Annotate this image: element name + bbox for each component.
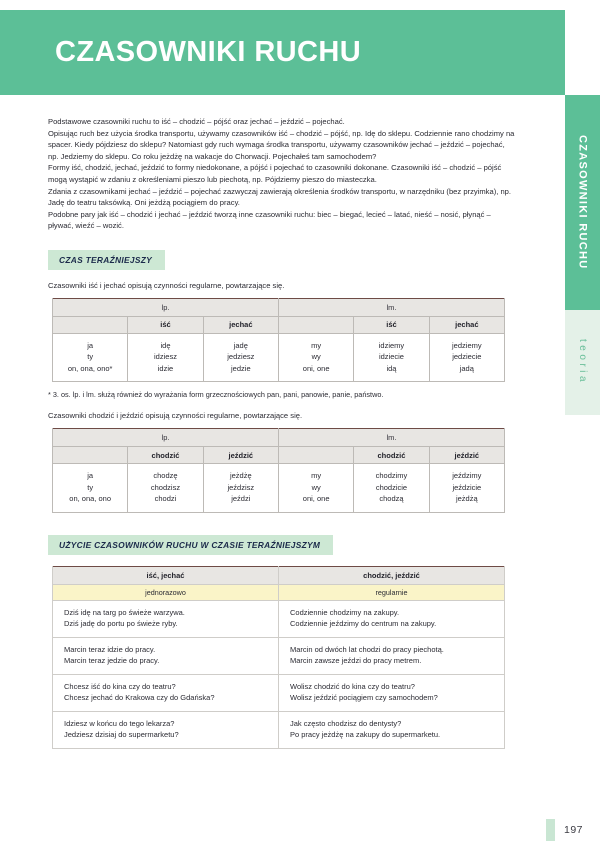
verb-form: jedziemy bbox=[452, 340, 482, 350]
example-sentence: Jak często chodzisz do dentysty? bbox=[290, 718, 402, 728]
usage-example-left bbox=[53, 600, 279, 637]
column-header-pronoun-sg bbox=[53, 316, 128, 333]
verb-form: jedzie bbox=[231, 363, 251, 373]
pronoun-pl-3: oni, one bbox=[302, 363, 330, 373]
verb-form: jadą bbox=[459, 363, 474, 373]
pronoun-sg-2: ty bbox=[87, 482, 94, 492]
intro-line: Podobne pary jak iść – chodzić i jechać – jeździć tworzą inne czasowniki ruchu: biec – biegać, lecieć – latać, nieść – nosić, płynąć – pływać, wieźć – wozić. bbox=[48, 209, 491, 231]
column-header-pronoun-pl bbox=[278, 447, 353, 464]
verb-form: chodzimy bbox=[375, 471, 408, 481]
table-row-column-header bbox=[53, 316, 505, 333]
table-row bbox=[53, 711, 505, 748]
section-present-tense bbox=[48, 250, 515, 513]
sidebar-tab-section-label: teoria bbox=[577, 339, 588, 386]
conjugation-table-chodzic-jezdzic bbox=[52, 428, 505, 513]
cell-verb1-pl-forms bbox=[354, 333, 429, 382]
table-row-forms bbox=[53, 464, 505, 513]
table-row-forms bbox=[53, 333, 505, 382]
intro-line: Formy iść, chodzić, jechać, jeździć to formy niedokonane, a pójść i pojechać to czasowniki dokonane. Czasowniki iść – chodzić – pójść mogą wystąpić w zdaniu z określeniami pieszo lub piechotą, np. Pójdziemy pieszo do miasteczka. bbox=[48, 163, 502, 184]
example-sentence: Codziennie chodzimy na zakupy. bbox=[290, 607, 400, 617]
verb-form: jeżdżę bbox=[229, 471, 252, 481]
verb-form: chodzisz bbox=[150, 482, 181, 492]
lead-text-isc: Czasowniki iść i jechać opisują czynności regularne, powtarzające się. bbox=[48, 280, 285, 290]
verb-form: jeździmy bbox=[452, 471, 482, 481]
table-row bbox=[53, 674, 505, 711]
cell-verb1-sg-forms bbox=[128, 464, 203, 513]
section-heading-present: CZAS TERAŹNIEJSZY bbox=[48, 250, 165, 270]
pronoun-pl-1: my bbox=[311, 340, 322, 350]
verb-form: idzie bbox=[157, 363, 174, 373]
footnote-honorific: * 3. os. lp. i lm. służą również do wyrażania form grzecznościowych pan, pani, panowie, panie, państwo. bbox=[48, 390, 384, 400]
verb-form: jeździsz bbox=[227, 482, 255, 492]
example-sentence: Chcesz iść do kina czy do teatru? bbox=[64, 681, 176, 691]
example-sentence: Wolisz chodzić do kina czy do teatru? bbox=[290, 681, 415, 691]
column-header-verb2-pl: jechać bbox=[429, 316, 504, 333]
usage-header-right: chodzić, jeździć bbox=[279, 566, 505, 584]
example-sentence: Idziesz w końcu do tego lekarza? bbox=[64, 718, 175, 728]
usage-tag-right: regularnie bbox=[279, 584, 505, 600]
column-header-pronoun-pl bbox=[278, 316, 353, 333]
page-header-banner bbox=[0, 10, 565, 95]
sidebar-tab-chapter-label: CZASOWNIKI RUCHU bbox=[576, 135, 589, 270]
cell-verb2-sg-forms bbox=[203, 464, 278, 513]
verb-form: jedziecie bbox=[452, 352, 482, 362]
page-title: CZASOWNIKI RUCHU bbox=[55, 36, 362, 68]
group-header-plural: lm. bbox=[278, 298, 504, 316]
column-header-verb1-pl: chodzić bbox=[354, 447, 429, 464]
table-row-column-header bbox=[53, 566, 505, 584]
example-sentence: Wolisz jeździć pociągiem czy samochodem? bbox=[290, 693, 438, 703]
verb-form: idziesz bbox=[154, 352, 177, 362]
cell-pronouns-sg bbox=[53, 333, 128, 382]
verb-form: idziemy bbox=[378, 340, 405, 350]
group-header-singular: lp. bbox=[53, 429, 279, 447]
group-header-singular: lp. bbox=[53, 298, 279, 316]
verb-form: jeździcie bbox=[452, 482, 482, 492]
verb-form: chodzi bbox=[154, 494, 177, 504]
example-sentence: Jedziesz dzisiaj do supermarketu? bbox=[64, 730, 179, 740]
table-row-group-header bbox=[53, 429, 505, 447]
group-header-plural: lm. bbox=[278, 429, 504, 447]
column-header-pronoun-sg bbox=[53, 447, 128, 464]
example-sentence: Marcin teraz jedzie do pracy. bbox=[64, 656, 160, 666]
cell-verb2-pl-forms bbox=[429, 333, 504, 382]
usage-example-right bbox=[279, 711, 505, 748]
intro-line: Opisując ruch bez użycia środka transportu, używamy czasowników iść – chodzić – pójść, np. Idę do sklepu. Codziennie rano chodzimy na spacer. Kiedy pójdziesz do sklepu? Natomiast gdy ruch wymaga środka transportu, używamy czasowników jechać – jeździć – pojechać, np. Jedziemy do sklepu. Co roku jeżdżę na wakacje do Chorwacji. Pojechałeś tam samochodem? bbox=[48, 128, 515, 161]
usage-example-left bbox=[53, 674, 279, 711]
verb-form: jadę bbox=[233, 340, 248, 350]
pronoun-sg-3: on, ona, ono bbox=[69, 494, 112, 504]
example-sentence: Marcin zawsze jeździ do pracy metrem. bbox=[290, 656, 422, 666]
cell-pronouns-pl bbox=[278, 464, 353, 513]
section-usage bbox=[48, 535, 515, 749]
cell-verb2-sg-forms bbox=[203, 333, 278, 382]
pronoun-pl-2: wy bbox=[311, 352, 321, 362]
example-sentence: Marcin od dwóch lat chodzi do pracy piechotą. bbox=[290, 644, 444, 654]
verb-form: chodzą bbox=[379, 494, 404, 504]
page-number-accent-bar bbox=[546, 819, 555, 841]
usage-tag-left: jednorazowo bbox=[53, 584, 279, 600]
cell-verb2-pl-forms bbox=[429, 464, 504, 513]
table-row bbox=[53, 637, 505, 674]
example-sentence: Dziś idę na targ po świeże warzywa. bbox=[64, 607, 185, 617]
column-header-verb1-pl: iść bbox=[354, 316, 429, 333]
usage-example-right bbox=[279, 600, 505, 637]
pronoun-pl-2: wy bbox=[311, 482, 321, 492]
column-header-verb2-pl: jeździć bbox=[429, 447, 504, 464]
table-row bbox=[53, 600, 505, 637]
sidebar-tab-chapter[interactable] bbox=[565, 95, 600, 310]
usage-example-right bbox=[279, 637, 505, 674]
usage-example-right bbox=[279, 674, 505, 711]
example-sentence: Dziś jadę do portu po świeże ryby. bbox=[64, 619, 178, 629]
section-heading-usage: UŻYCIE CZASOWNIKÓW RUCHU W CZASIE TERAŹNIEJSZYM bbox=[48, 535, 333, 555]
column-header-verb1-sg: chodzić bbox=[128, 447, 203, 464]
lead-text-chodzic: Czasowniki chodzić i jeździć opisują czynności regularne, powtarzające się. bbox=[48, 411, 303, 421]
pronoun-sg-1: ja bbox=[87, 471, 94, 481]
pronoun-sg-3: on, ona, ono* bbox=[67, 363, 113, 373]
verb-form: jeżdżą bbox=[455, 494, 478, 504]
page-number: 197 bbox=[564, 824, 584, 836]
page-content bbox=[48, 116, 515, 749]
example-sentence: Po pracy jeżdżę na zakupy do supermarketu. bbox=[290, 730, 441, 740]
column-header-verb2-sg: jechać bbox=[203, 316, 278, 333]
sidebar-tab-section[interactable] bbox=[565, 310, 600, 415]
usage-header-left: iść, jechać bbox=[53, 566, 279, 584]
usage-comparison-table bbox=[52, 566, 505, 749]
verb-form: jeździ bbox=[231, 494, 251, 504]
pronoun-sg-2: ty bbox=[87, 352, 94, 362]
conjugation-table-isc-jechac bbox=[52, 298, 505, 383]
intro-line: Podstawowe czasowniki ruchu to iść – chodzić – pójść oraz jechać – jeździć – pojechać. bbox=[48, 117, 345, 126]
cell-verb1-pl-forms bbox=[354, 464, 429, 513]
cell-verb1-sg-forms bbox=[128, 333, 203, 382]
verb-form: chodzę bbox=[153, 471, 178, 481]
cell-pronouns-pl bbox=[278, 333, 353, 382]
pronoun-pl-1: my bbox=[311, 471, 322, 481]
column-header-verb1-sg: iść bbox=[128, 316, 203, 333]
verb-form: chodzicie bbox=[375, 482, 408, 492]
usage-example-left bbox=[53, 637, 279, 674]
verb-form: idę bbox=[160, 340, 171, 350]
verb-form: idziecie bbox=[378, 352, 404, 362]
table-row-column-header bbox=[53, 447, 505, 464]
intro-block bbox=[48, 116, 515, 232]
example-sentence: Chcesz jechać do Krakowa czy do Gdańska? bbox=[64, 693, 215, 703]
verb-form: jedziesz bbox=[227, 352, 255, 362]
verb-form: idą bbox=[386, 363, 397, 373]
example-sentence: Marcin teraz idzie do pracy. bbox=[64, 644, 156, 654]
example-sentence: Codziennie jeździmy do centrum na zakupy. bbox=[290, 619, 437, 629]
pronoun-sg-1: ja bbox=[87, 340, 94, 350]
cell-pronouns-sg bbox=[53, 464, 128, 513]
page-footer bbox=[538, 811, 600, 849]
pronoun-pl-3: oni, one bbox=[302, 494, 330, 504]
table-row-tag bbox=[53, 584, 505, 600]
usage-example-left bbox=[53, 711, 279, 748]
table-row-group-header bbox=[53, 298, 505, 316]
column-header-verb2-sg: jeździć bbox=[203, 447, 278, 464]
intro-line: Zdania z czasownikami jechać – jeździć – pojechać zazwyczaj zawierają określenia środków transportu, w narzędniku (bez przyimka), np. Jadę do teatru taksówką. Oni jeżdżą pociągiem do pracy. bbox=[48, 186, 511, 208]
